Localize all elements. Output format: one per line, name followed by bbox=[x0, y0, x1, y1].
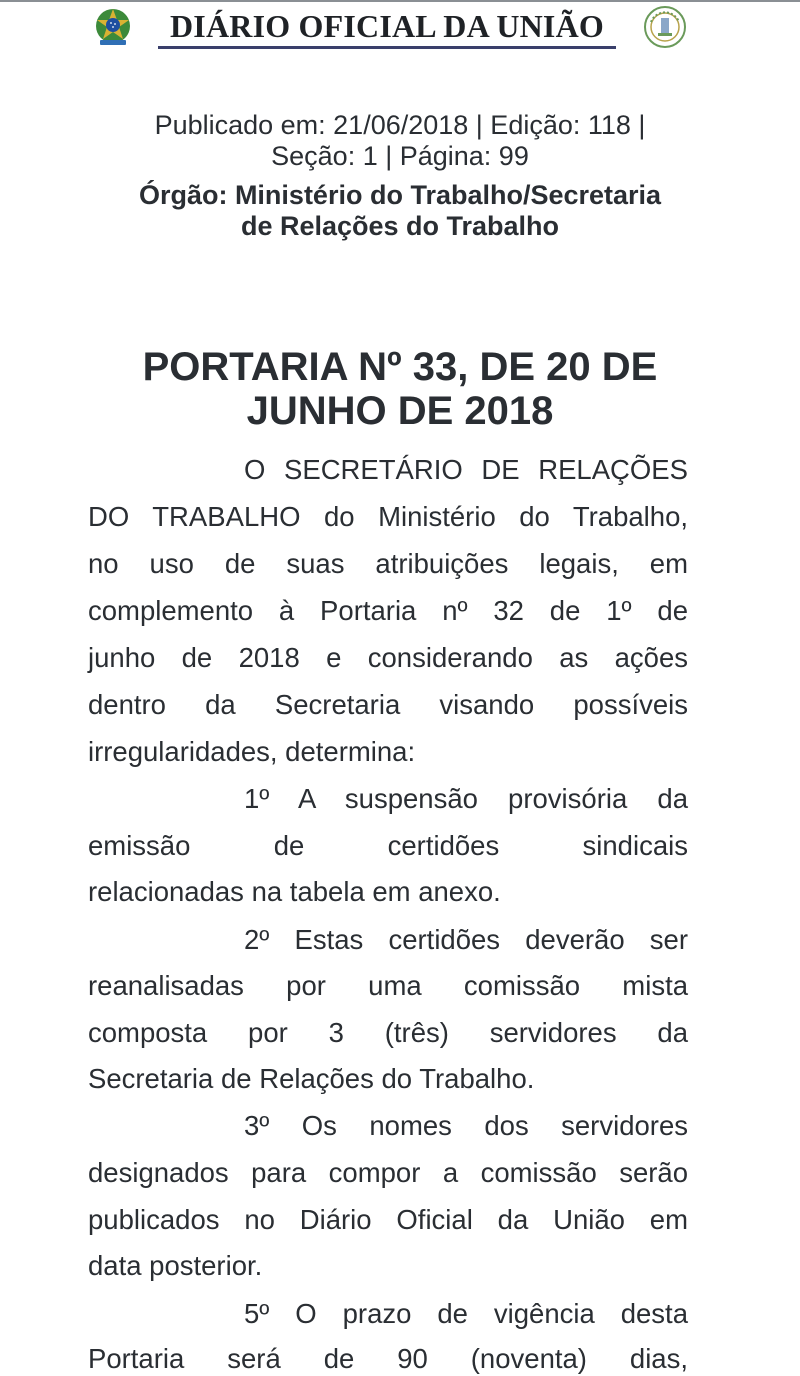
document-title bbox=[60, 345, 740, 433]
masthead bbox=[0, 2, 800, 56]
coat-of-arms-icon bbox=[92, 6, 134, 48]
paragraph-line: 1º A suspensão provisória da bbox=[244, 783, 688, 814]
publication-info-line-2: Seção: 1 | Página: 99 bbox=[271, 141, 529, 171]
paragraph-line: publicados no Diário Oficial da União em bbox=[88, 1204, 688, 1235]
issuing-body-line-1: Órgão: Ministério do Trabalho/Secretaria bbox=[138, 180, 662, 210]
paragraph-line: emissão de certidões sindicais bbox=[88, 830, 688, 861]
paragraph-line: reanalisadas por uma comissão mista bbox=[88, 970, 688, 1001]
publication-info-line-1: Publicado em: 21/06/2018 | Edição: 118 | bbox=[154, 110, 646, 140]
paragraph-line: DO TRABALHO do Ministério do Trabalho, bbox=[88, 501, 688, 532]
imprensa-nacional-seal-icon bbox=[642, 4, 688, 50]
masthead-underline bbox=[158, 46, 616, 49]
issuing-body-line-2: de Relações do Trabalho bbox=[240, 211, 560, 241]
paragraph-line: 3º Os nomes dos servidores bbox=[244, 1110, 688, 1141]
paragraph-line: O SECRETÁRIO DE RELAÇÕES bbox=[244, 454, 688, 485]
paragraph-line: dentro da Secretaria visando possíveis bbox=[88, 689, 688, 720]
paragraph-line: complemento à Portaria nº 32 de 1º de bbox=[88, 595, 688, 626]
document-title-line-1: PORTARIA Nº 33, DE 20 DE bbox=[142, 344, 658, 389]
paragraph-line: 2º Estas certidões deverão ser bbox=[244, 924, 688, 955]
paragraph-line: composta por 3 (três) servidores da bbox=[88, 1017, 688, 1048]
paragraph-line: data posterior. bbox=[88, 1250, 263, 1281]
publication-meta bbox=[80, 110, 720, 172]
masthead-title: DIÁRIO OFICIAL DA UNIÃO bbox=[170, 8, 604, 44]
paragraph-line: 5º O prazo de vigência desta bbox=[244, 1298, 688, 1329]
paragraph-line: Portaria será de 90 (noventa) dias, bbox=[88, 1343, 688, 1374]
document-title-line-2: JUNHO DE 2018 bbox=[246, 388, 554, 433]
paragraph-line: designados para compor a comissão serão bbox=[88, 1157, 688, 1188]
paragraph-line: relacionadas na tabela em anexo. bbox=[88, 876, 501, 907]
paragraph-line: junho de 2018 e considerando as ações bbox=[88, 642, 688, 673]
paragraph-line: Secretaria de Relações do Trabalho. bbox=[88, 1063, 535, 1094]
paragraph-line: no uso de suas atribuições legais, em bbox=[88, 548, 688, 579]
issuing-body bbox=[80, 180, 720, 242]
paragraph-line: irregularidades, determina: bbox=[88, 736, 416, 767]
